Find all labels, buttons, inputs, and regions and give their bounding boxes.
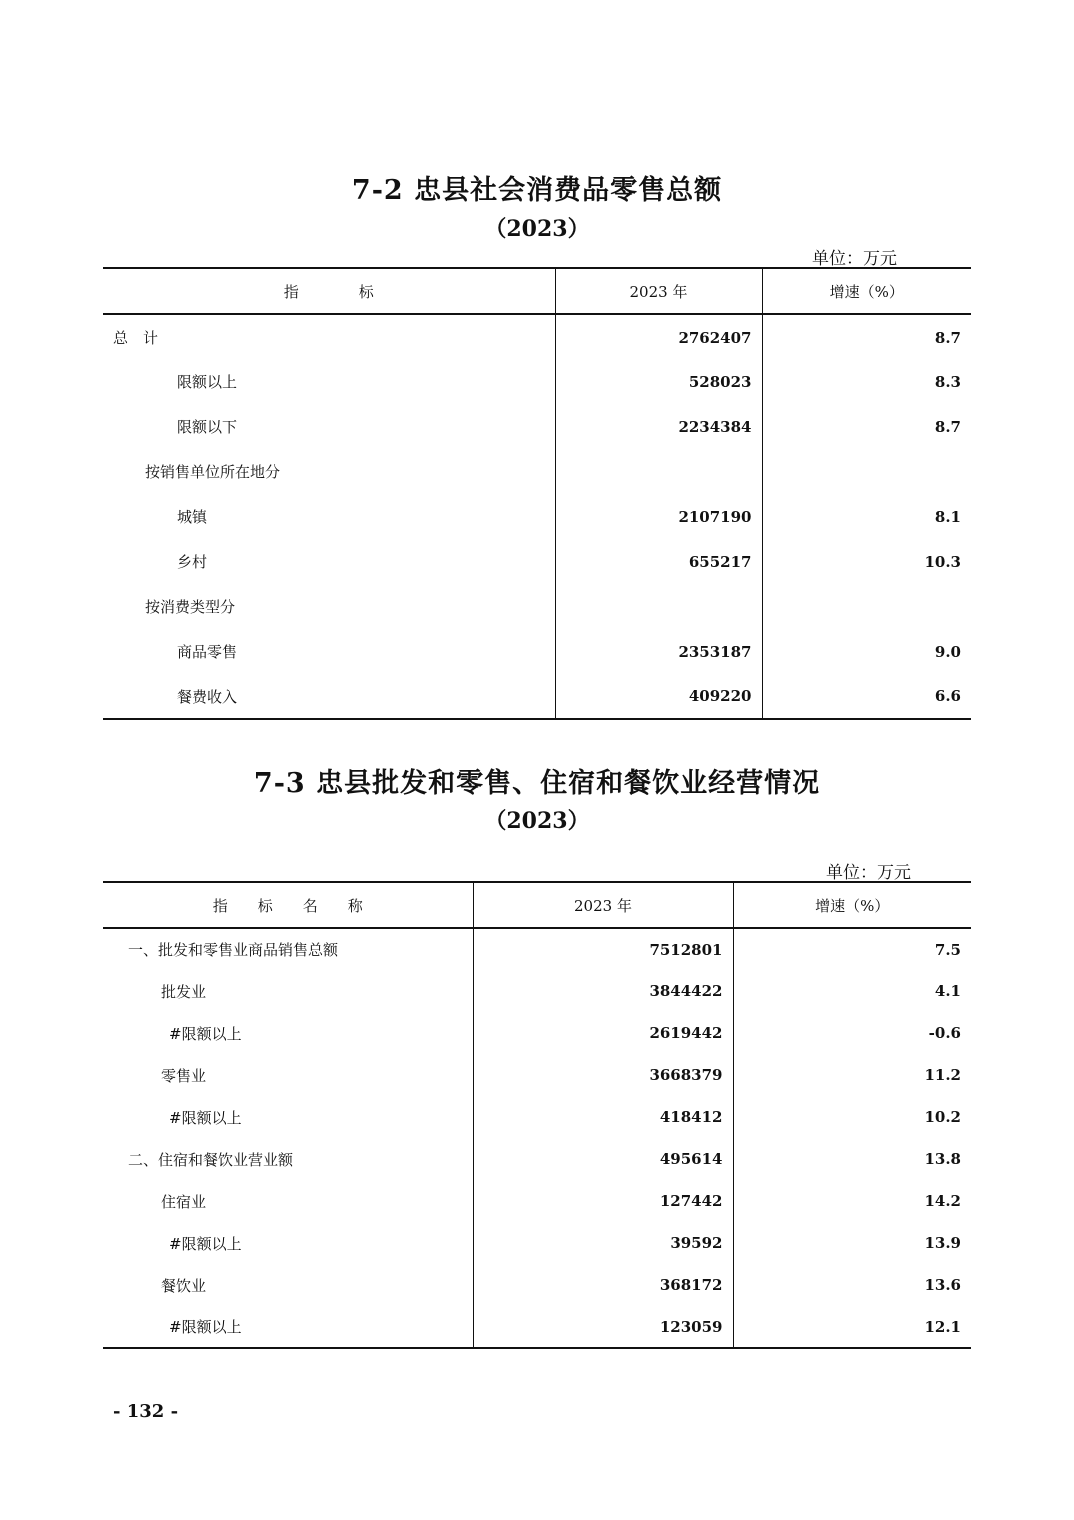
row-growth: 8.7 [762, 404, 971, 449]
row-growth: 10.2 [733, 1096, 971, 1138]
row-label: 住宿业 [161, 1192, 207, 1211]
row-growth: 9.0 [762, 629, 971, 674]
table2-title: 7-3 忠县批发和零售、住宿和餐饮业经营情况 [253, 768, 821, 799]
table-row [103, 1306, 971, 1348]
row-value: 3668379 [473, 1054, 733, 1096]
row-label: #限额以上 [169, 1108, 242, 1127]
table1-header-year: 2023 年 [555, 268, 762, 314]
table2-header-row [103, 882, 971, 928]
table-row [103, 629, 971, 674]
row-value: 2234384 [555, 404, 762, 449]
row-value: 39592 [473, 1222, 733, 1264]
table2 [103, 881, 971, 1349]
row-label: 零售业 [161, 1066, 207, 1085]
table-row [103, 1054, 971, 1096]
row-label: 二、住宿和餐饮业营业额 [128, 1150, 294, 1169]
row-growth: 8.1 [762, 494, 971, 539]
table-row [103, 359, 971, 404]
row-label: 一、批发和零售业商品销售总额 [128, 941, 339, 959]
row-growth [762, 449, 971, 494]
row-growth: 4.1 [733, 970, 971, 1012]
row-value: 528023 [555, 359, 762, 404]
row-growth: 13.8 [733, 1138, 971, 1180]
row-label: 总 计 [113, 329, 159, 347]
page-number: - 132 - [113, 1401, 179, 1422]
row-growth: 6.6 [762, 674, 971, 719]
table-row [103, 674, 971, 719]
row-label: 限额以上 [177, 373, 238, 391]
row-value: 127442 [473, 1180, 733, 1222]
row-value: 2107190 [555, 494, 762, 539]
row-label: 城镇 [177, 508, 208, 526]
table-row [103, 970, 971, 1012]
table1-title: 7-2 忠县社会消费品零售总额 [351, 175, 723, 206]
table-row [103, 449, 971, 494]
row-value: 495614 [473, 1138, 733, 1180]
row-label: 商品零售 [177, 643, 238, 661]
row-value: 2762407 [555, 314, 762, 359]
row-value: 655217 [555, 539, 762, 584]
table-row [103, 1138, 971, 1180]
row-growth: 11.2 [733, 1054, 971, 1096]
table-row [103, 539, 971, 584]
table-row [103, 928, 971, 970]
row-value: 3844422 [473, 970, 733, 1012]
table2-unit: 单位：万元 [826, 863, 911, 883]
row-value: 123059 [473, 1306, 733, 1348]
table1 [103, 267, 971, 720]
table-row [103, 1012, 971, 1054]
table-row [103, 1180, 971, 1222]
table1-unit: 单位：万元 [812, 249, 897, 269]
table1-header-row [103, 268, 971, 314]
row-label: #限额以上 [103, 1306, 473, 1348]
table-row [103, 494, 971, 539]
row-label: 餐饮业 [161, 1276, 207, 1295]
row-label: 餐费收入 [103, 674, 555, 719]
row-growth [762, 584, 971, 629]
row-value [555, 449, 762, 494]
table-row [103, 584, 971, 629]
row-value: 2619442 [473, 1012, 733, 1054]
row-growth: -0.6 [733, 1012, 971, 1054]
row-label: #限额以上 [169, 1234, 242, 1253]
row-value: 368172 [473, 1264, 733, 1306]
table2-header-indicator: 指 标 名 称 [103, 882, 473, 928]
table1-header-indicator: 指 标 [103, 268, 555, 314]
row-label: 限额以下 [177, 418, 238, 436]
row-value: 409220 [555, 674, 762, 719]
row-growth: 7.5 [733, 928, 971, 970]
row-value: 2353187 [555, 629, 762, 674]
row-growth: 8.3 [762, 359, 971, 404]
row-label: #限额以上 [169, 1024, 242, 1043]
row-label: 按销售单位所在地分 [145, 463, 281, 481]
row-label: 乡村 [177, 553, 208, 571]
row-growth: 13.9 [733, 1222, 971, 1264]
table1-subtitle: （2023） [484, 216, 590, 242]
table-row [103, 404, 971, 449]
table2-header-year: 2023 年 [473, 882, 733, 928]
row-growth: 12.1 [733, 1306, 971, 1348]
table2-header-growth: 增速（%） [733, 882, 971, 928]
table2-subtitle: （2023） [484, 808, 590, 834]
table-row [103, 314, 971, 359]
table-row [103, 1096, 971, 1138]
row-growth: 14.2 [733, 1180, 971, 1222]
row-growth: 13.6 [733, 1264, 971, 1306]
table-row [103, 1222, 971, 1264]
table1-header-growth: 增速（%） [762, 268, 971, 314]
table-row [103, 1264, 971, 1306]
row-label: 批发业 [161, 982, 207, 1001]
row-label: 按消费类型分 [145, 598, 236, 616]
row-growth: 8.7 [762, 314, 971, 359]
row-value: 418412 [473, 1096, 733, 1138]
row-growth: 10.3 [762, 539, 971, 584]
row-value [555, 584, 762, 629]
row-value: 7512801 [473, 928, 733, 970]
